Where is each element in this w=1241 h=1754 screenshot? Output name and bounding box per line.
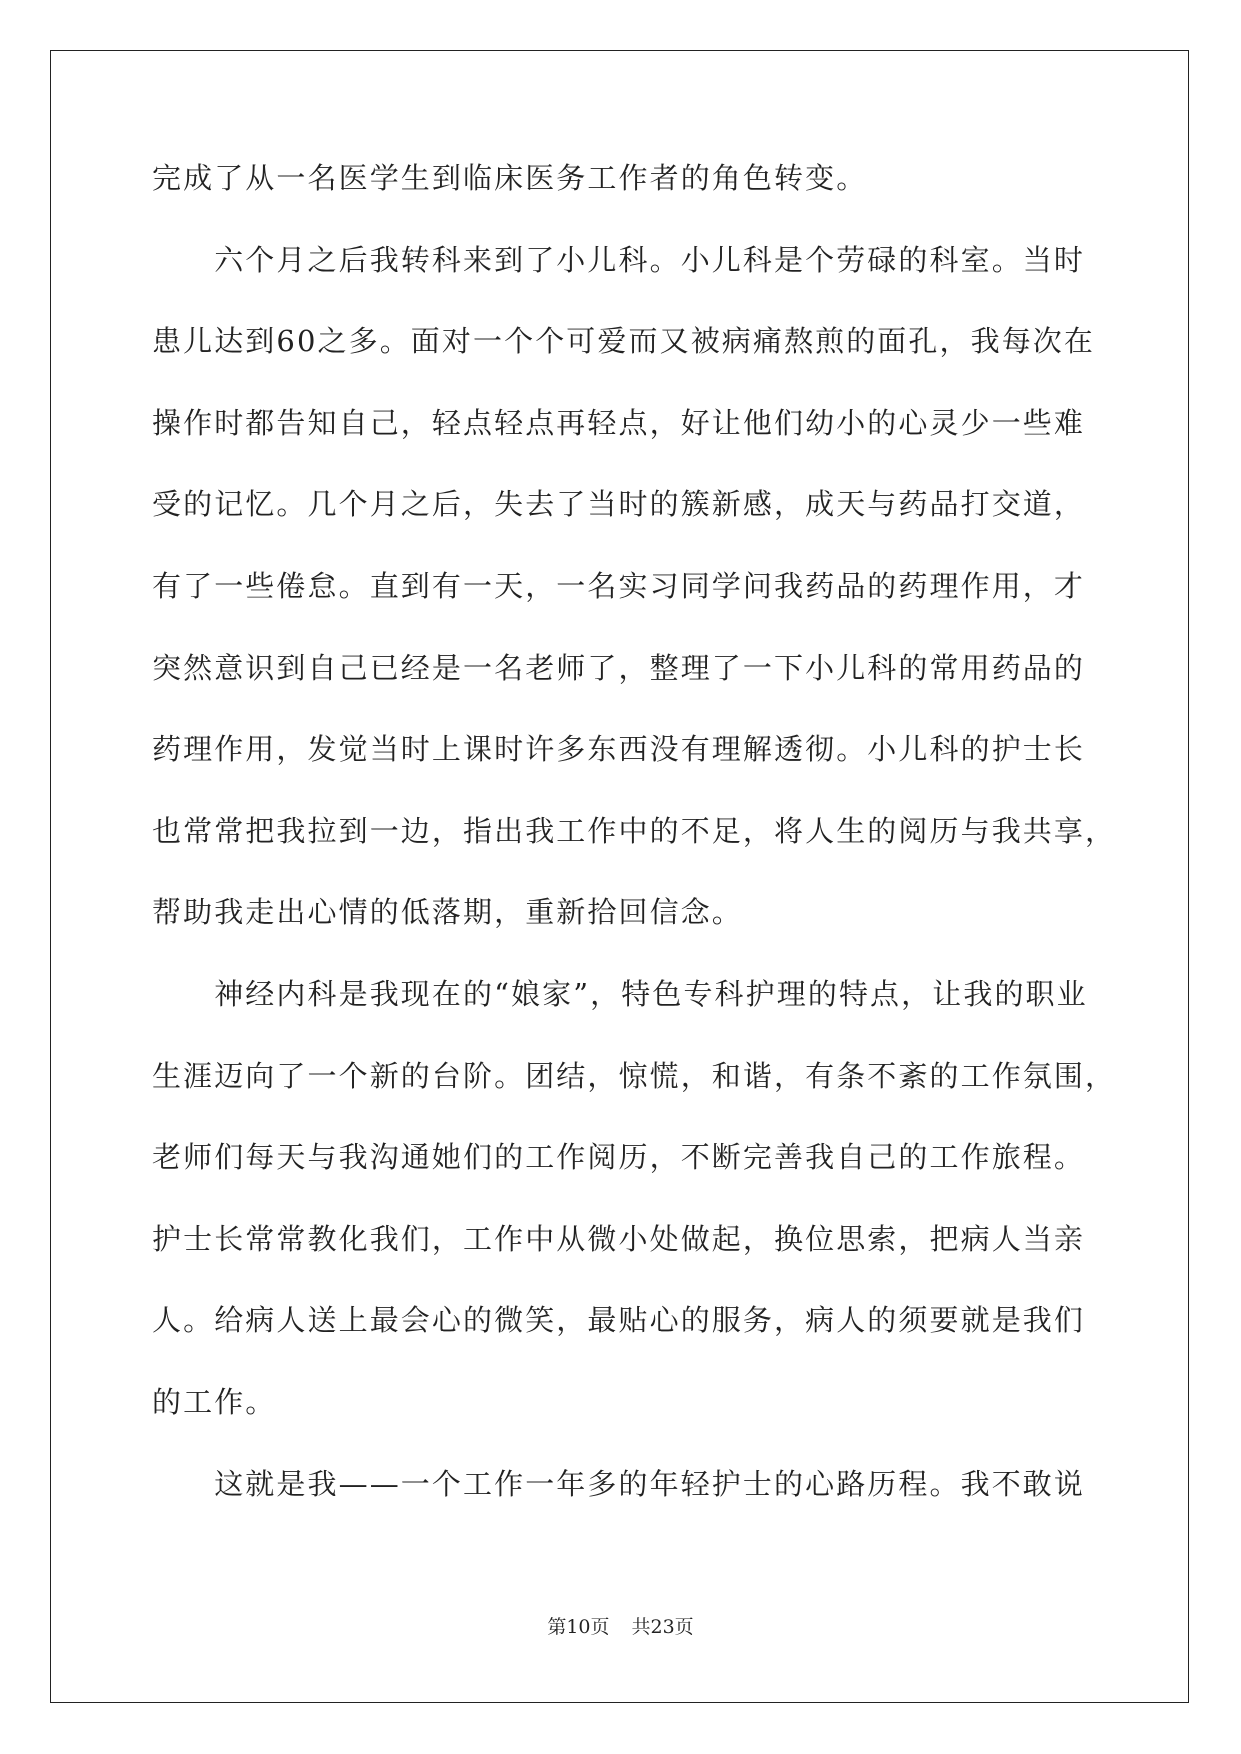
text-line: 有了一些倦怠。直到有一天，一名实习同学问我药品的药理作用，才	[152, 568, 1086, 603]
text-line: 药理作用，发觉当时上课时许多东西没有理解透彻。小儿科的护士长	[152, 732, 1086, 767]
text-line: 也常常把我拉到一边，指出我工作中的不足，将人生的阅历与我共享，	[152, 813, 1117, 848]
text-line: 帮助我走出心情的低落期，重新拾回信念。	[152, 895, 743, 930]
text-line: 人。给病人送上最会心的微笑，最贴心的服务，病人的须要就是我们	[152, 1303, 1086, 1338]
page-number: 第10页	[547, 1616, 610, 1638]
text-line: 生涯迈向了一个新的台阶。团结，惊慌，和谐，有条不紊的工作氛围，	[152, 1058, 1117, 1093]
page-total: 共23页	[631, 1616, 694, 1638]
text-line: 护士长常常教化我们，工作中从微小处做起，换位思索，把病人当亲	[152, 1221, 1086, 1256]
text-line: 突然意识到自己已经是一名老师了，整理了一下小儿科的常用药品的	[152, 650, 1086, 685]
text-line: 六个月之后我转科来到了小儿科。小儿科是个劳碌的科室。当时	[152, 242, 1086, 277]
text-line: 老师们每天与我沟通她们的工作阅历，不断完善我自己的工作旅程。	[152, 1140, 1086, 1175]
text-line: 患儿达到60之多。面对一个个可爱而又被病痛熬煎的面孔，我每次在	[152, 324, 1096, 359]
text-line: 完成了从一名医学生到临床医务工作者的角色转变。	[152, 161, 868, 195]
text-line: 的工作。	[152, 1384, 277, 1419]
text-line: 神经内科是我现在的“娘家”，特色专科护理的特点，让我的职业	[152, 976, 1088, 1011]
document-body	[152, 158, 1117, 1545]
text-line: 这就是我——一个工作一年多的年轻护士的心路历程。我不敢说	[152, 1466, 1086, 1501]
page-footer	[0, 1612, 1241, 1639]
text-line: 操作时都告知自己，轻点轻点再轻点，好让他们幼小的心灵少一些难	[152, 405, 1086, 440]
text-line: 受的记忆。几个月之后，失去了当时的簇新感，成天与药品打交道，	[152, 487, 1086, 522]
